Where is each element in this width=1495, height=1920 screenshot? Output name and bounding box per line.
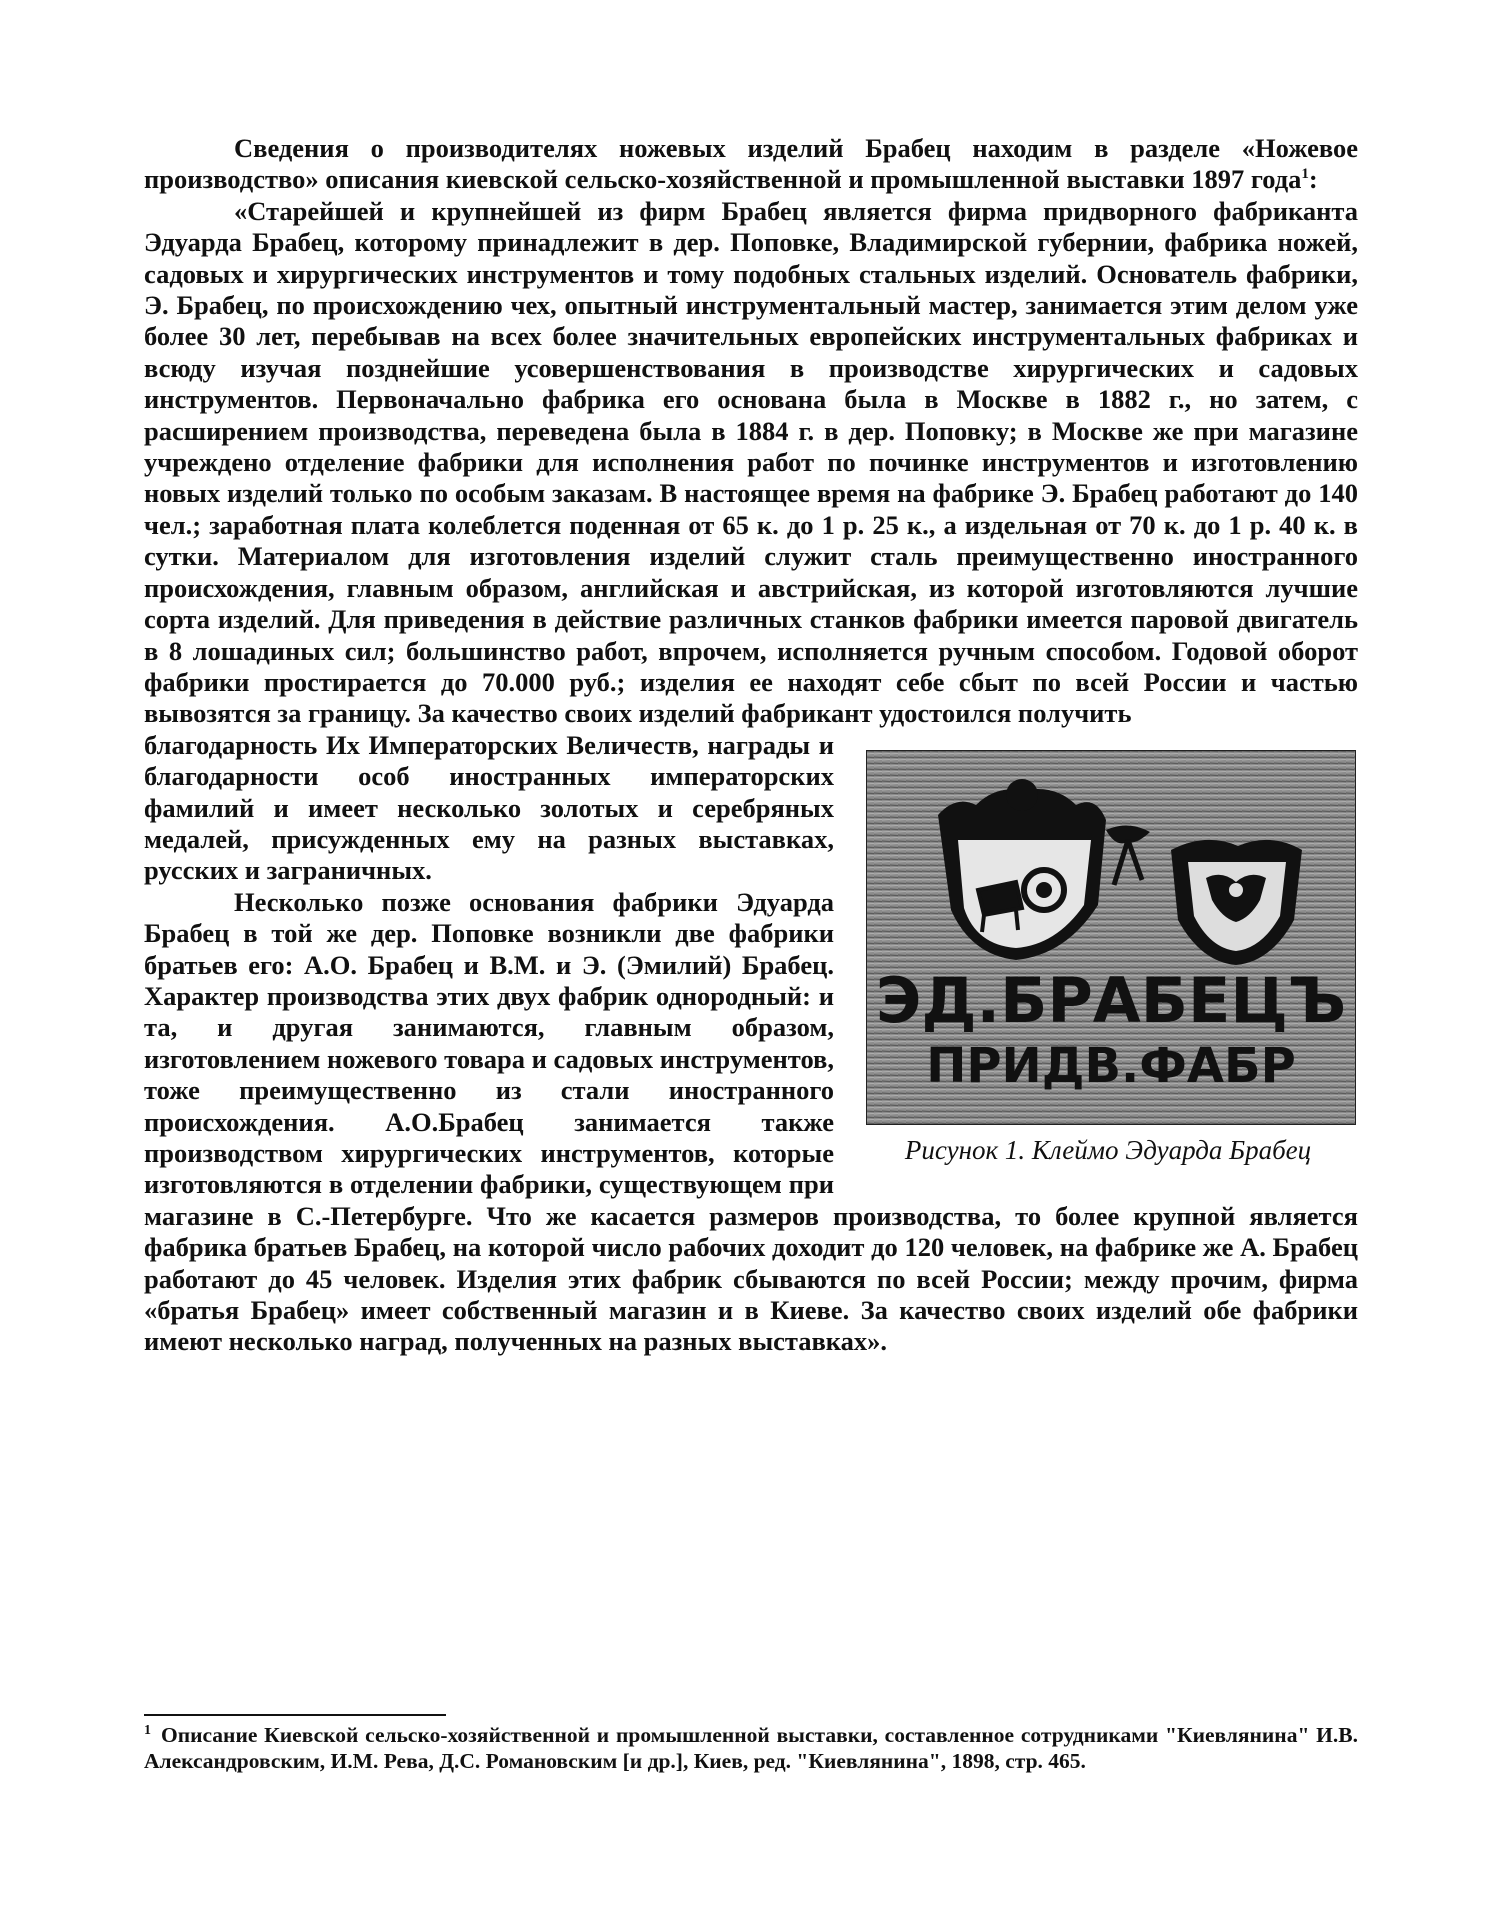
stamp-text-line-1: ЭД.БРАБЕЦЪ: [875, 963, 1347, 1037]
figure-caption: Рисунок 1. Клеймо Эдуарда Брабец: [904, 1134, 1312, 1165]
footnote-reference[interactable]: 1: [1301, 166, 1309, 183]
stamp-image: [866, 750, 1356, 1125]
footnote-text: Описание Киевской сельско-хозяйственной и промышленной выставки, составленное сотрудниками "Киевлянина" И.В. Александровским, И.М. Рева, Д.С. Романовским [и др.], Киев, ред. "Киевлянина", 1898, стр. 465.: [144, 1723, 1358, 1773]
quote-paragraph-2: Несколько позже основания фабрики Эдуарда Брабец в той же дер. Поповке возникли две фабрики братьев его: А.О. Брабец и В.М. и Э. (Эмилий) Брабец. Характер производства этих двух фабрик однородный: и та, и другая занимаются, главным образом, изготовлением ножевого товара и садовых инструментов, тоже преимущественно из стали иностранного происхождения. А.О.Брабец занимается также производством хирургических инструментов, которые изготовляются в отделении фабрики, существующем при магазине в С.-Петербурге. Что же касается размеров производства, то более крупной является фабрика братьев Брабец, на которой число рабочих доходит до 120 человек, на фабрике же А. Брабец работают до 45 человек. Изделия этих фабрик сбываются по всей России; между прочим, фирма «братья Брабец» имеет собственный магазин и в Киеве. За качество своих изделий обе фабрики имеют несколько наград, полученных на разных выставках».: [144, 886, 1358, 1357]
footnote-separator: [144, 1714, 446, 1716]
intro-colon: :: [1308, 164, 1318, 195]
intro-paragraph: [144, 133, 1358, 196]
body-text: [144, 133, 1358, 1358]
stamp-text-line-2: ПРИДВ.ФАБР: [926, 1037, 1296, 1094]
intro-text: Сведения о производителях ножевых изделий Брабец находим в разделе «Ножевое производство» описания киевской сельско-хозяйственной и промышленной выставки 1897 года: [144, 133, 1358, 195]
footnote: [144, 1722, 1358, 1774]
footnote-number: 1: [144, 1722, 151, 1738]
quote-paragraph-1: «Старейшей и крупнейшей из фирм Брабец является фирма придворного фабриканта Эдуарда Брабец, которому принадлежит в дер. Поповке, Владимирской губернии, фабрика ножей, садовых и хирургических инструментов и тому подобных стальных изделий. Основатель фабрики, Э. Брабец, по происхождению чех, опытный инструментальный мастер, занимается этим делом уже более 30 лет, перебывав на всех более значительных европейских инструментальных фабриках и всюду изучая позднейшие усовершенствования в производстве хирургических и садовых инструментов. Первоначально фабрика его основана была в Москве в 1882 г., но затем, с расширением производства, переведена была в 1884 г. в дер. Поповку; в Москве же при магазине учреждено отделение фабрики для исполнения работ по починке инструментов и изготовлению новых изделий только по особым заказам. В настоящее время на фабрике Э. Брабец работают до 140 чел.; заработная плата колеблется поденная от 65 к. до 1 р. 25 к., а издельная от 70 к. до 1 р. 40 к. в сутки. Материалом для изготовления изделий служит сталь преимущественно иностранного происхождения, главным образом, английская и австрийская, из которой изготовляются лучшие сорта изделий. Для приведения в действие различных станков фабрики имеется паровой двигатель в 8 лошадиных сил; большинство работ, впрочем, исполняется ручным способом. Годовой оборот фабрики простирается до 70.000 руб.; изделия ее находят себе сбыт по всей России и частью вывозятся за границу. За качество своих изделий фабрикант удостоился получить: [144, 195, 1358, 729]
figure-stamp: [858, 750, 1358, 1165]
quote-paragraph-1-continued: благодарность Их Императорских Величеств, награды и благодарности особ иностранных императорских фамилий и имеет несколько золотых и серебряных медалей, присужденных ему на разных выставках, русских и заграничных.: [144, 729, 834, 886]
